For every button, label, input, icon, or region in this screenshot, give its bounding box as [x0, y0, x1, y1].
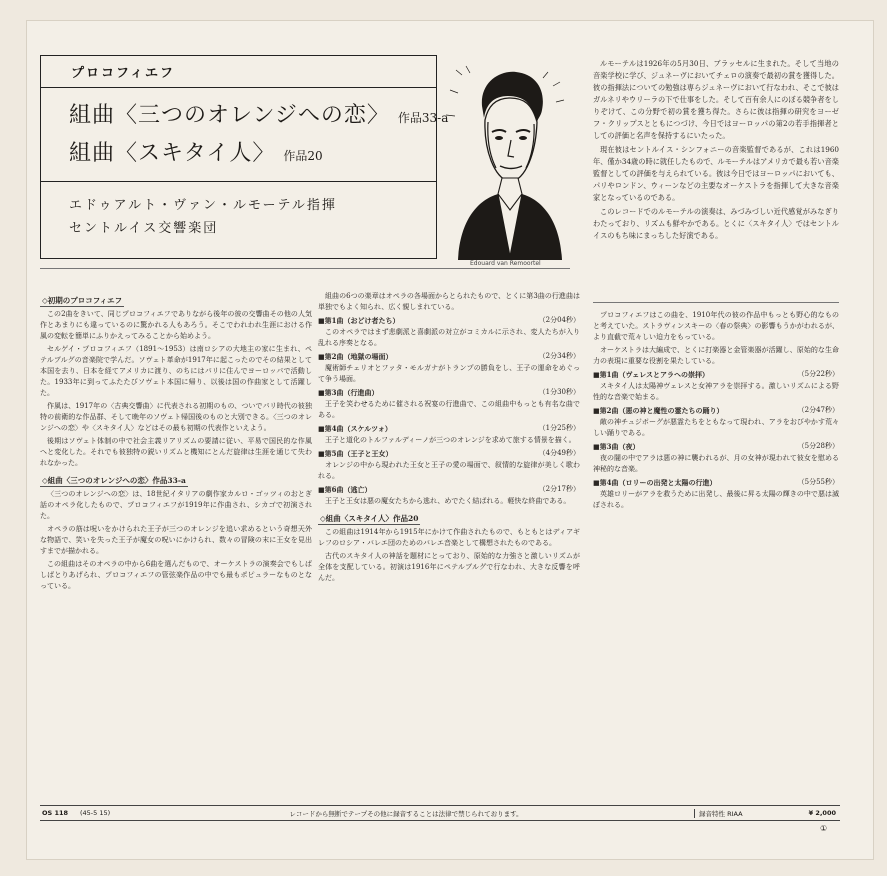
recording-characteristic: 録音特性 RIAA	[694, 809, 774, 818]
copyright-notice: レコードから無断でテープその他に録音することは法律で禁じられております。	[289, 809, 523, 818]
movement-title: ■第1曲（おどけ者たち） （2分04秒）	[318, 316, 580, 325]
paragraph: 後期はソヴェト体制の中で社会主義リアリズムの要請に従い、平易で国民的な作風へと変化した。それでも彼独特の鋭いリズムと機知にとんだ旋律は生涯を通じて失われなかった。	[40, 437, 312, 467]
paragraph: この2曲をきいて、同じプロコフィエフでありながら後年の彼の交響曲その他の人気作とあまりにも違っているのに驚かれる人もあろう。そこでわれわれ生涯における作風の変転を簡単にふりかえってみることから始めよう。	[40, 310, 312, 340]
bio-paragraph: ルモーテルは1926年の5月30日、ブラッセルに生まれた。そして当地の音楽学校に学び、ジュネーヴにおいてチェロの演奏で最初の賞を獲得した。彼の指揮法についての勉強は専らジュネーヴにおいて行なわれ、そこで彼はガルネリやウリーラの下で仕事をした。そして百有余人にのぼる競争者をしりぞけて、この分野で初の賞を獲ち得た。さらに彼は指揮の研究をヨーゼフ・クリップスとともにつづけ、今日ではヨーロッパの第2の若手指揮者としての評価と名声を保持するにいたった。	[593, 59, 839, 140]
section-heading: ◇組曲〈スキタイ人〉作品20	[320, 514, 419, 523]
movement-title: ■第6曲（逃亡） （2分17秒）	[318, 485, 580, 494]
work-1-title: 組曲〈三つのオレンジへの恋〉	[69, 103, 390, 128]
movement-text: 夜の闇の中でアラは悪の神に襲われるが、月の女神が現われて彼女を慰める神秘的な音楽。	[593, 454, 839, 473]
performers	[41, 182, 436, 258]
work-1	[69, 98, 449, 136]
divider	[593, 302, 839, 303]
bio-paragraph: このレコードでのルモーテルの演奏は、みづみづしい近代感覚がみなぎりわたっており、リズムも鮮やかである。とくに〈スキタイ人〉ではセントルイスのもち味にまっちした好演である。	[593, 207, 839, 240]
paragraph: プロコフィエフはこの曲を、1910年代の彼の作品中もっとも野心的なものと考えていた。ストラヴィンスキーの〈春の祭典〉の影響もうかがわれるが、より直截で荒々しい迫力をもっている。	[593, 311, 839, 341]
paragraph: セルゲイ・プロコフィエフ（1891〜1953）は南ロシアの大地主の家に生まれ、ペテルブルグの音楽院で学んだ。ソヴェト革命が1917年に起こったのでその結果として本国を去り、日本を経てアメリカに渡り、のちにはパリに住んでヨーロッパで活動した。1933年に到ってふたたびソヴェト本国に帰り、以後は国の作曲家として活躍した。	[40, 345, 312, 397]
orchestra: セントルイス交響楽団	[69, 221, 219, 236]
movement-text: このオペラではまず悲劇派と喜劇派の対立がコミカルに示され、変人たちが入り乱れる序奏となる。	[318, 328, 580, 347]
movement-title: ■第3曲（行進曲） （1分30秒）	[318, 388, 580, 397]
print-code: (45-5 15)	[80, 809, 111, 817]
paragraph: この組曲はそのオペラの中から6曲を選んだもので、オーケストラの演奏会でもしばしばとりあげられ、プロコフィエフの管弦楽作品の中でも最もポピュラーなものとなっている。	[40, 560, 312, 590]
paragraph: オペラの筋は呪いをかけられた王子が三つのオレンジを追い求めるという奇想天外な物語で、笑いを失った王子が魔女の呪いにかけられ、数々の冒険の末に王女を見出すまでが描かれる。	[40, 525, 312, 555]
paragraph: オーケストラは大編成で、とくに打楽器と金管楽器が活躍し、原始的な生命力の表現に重要な役割を果たしている。	[593, 346, 839, 365]
column-right	[593, 310, 839, 796]
movement-text: スキタイ人は太陽神ヴェレスと女神アラを崇拝する。激しいリズムによる野性的な音楽で始まる。	[593, 382, 839, 401]
work-2-title: 組曲〈スキタイ人〉	[69, 141, 276, 166]
catalog-number: OS 118	[42, 809, 69, 817]
movement-text: 王子と道化のトルファルディーノが三つのオレンジを求めて旅する情景を描く。	[325, 436, 576, 444]
movement-title: ■第5曲（王子と王女） （4分49秒）	[318, 449, 580, 458]
movement-title: ■第4曲（ロリーの出発と太陽の行進） （5分55秒）	[593, 478, 839, 487]
movement-title: ■第1曲（ヴェレスとアラへの崇拝） （5分22秒）	[593, 370, 839, 379]
movement-title: ■第2曲（悪の神と魔性の霊たちの踊り） （2分47秒）	[593, 406, 839, 415]
conductor: エドゥアルト・ヴァン・ルモーテル指揮	[69, 198, 337, 213]
paragraph: 作風は、1917年の〈古典交響曲〉に代表される初期のもの、ついでパリ時代の彼独特の前衛的な作品群、そして晩年のソヴェト帰国後のものと大別できる。〈三つのオレンジへの恋〉や〈スキタイ人〉などはその最も初期の代表作といえよう。	[40, 402, 312, 432]
movement-text: 英雄ロリーがアラを救うために出発し、最後に昇る太陽の輝きの中で悪は滅ぼされる。	[593, 490, 839, 509]
movement-text: 敵の神チュジボーグが悪霊たちをともなって現われ、アラをおびやかす荒々しい踊りである。	[593, 418, 839, 437]
price: ¥ 2,000	[808, 809, 836, 817]
movement-title: ■第3曲（夜） （5分28秒）	[593, 442, 839, 451]
movement-text: 王子と王女は悪の魔女たちから逃れ、めでたく結ばれる。軽快な終曲である。	[325, 497, 571, 505]
conductor-portrait	[438, 60, 578, 275]
movement-title: ■第2曲（地獄の場面） （2分34秒）	[318, 352, 580, 361]
paragraph: 組曲の6つの楽章はオペラの各場面からとられたもので、とくに第3曲の行進曲は単独でもよく知られ、広く親しまれている。	[318, 292, 580, 311]
section-heading: ◇組曲〈三つのオレンジへの恋〉作品33-a	[42, 476, 186, 485]
movement-text: 魔術師チェリオとファタ・モルガナがトランプの勝負をし、王子の運命をめぐって争う場面。	[318, 364, 580, 383]
work-2-opus: 作品20	[283, 149, 323, 163]
bio-column	[593, 58, 839, 283]
page-number: ①	[820, 824, 828, 833]
bio-paragraph: 現在彼はセントルイス・シンフォニーの音楽監督であるが、これは1960年、僅か34歳の時に就任したもので、ルモーテルはアメリカで最も若い音楽監督としての評価を与えられている。彼は今日ではヨーロッパにおいても、パリやロンドン、ウィーンなどの主要なオーケストラを指揮して大きな音楽家となっているのである。	[593, 145, 839, 202]
title-block	[40, 55, 449, 259]
section-heading: ◇初期のプロコフィエフ	[42, 296, 123, 305]
paragraph: 古代のスキタイ人の神話を題材にとっており、原始的な力強さと激しいリズムが全体を支配している。初演は1916年にペテルブルグで行なわれ、大きな反響を呼んだ。	[318, 552, 580, 582]
composer-name: プロコフィエフ	[41, 56, 436, 88]
movement-text: 王子を笑わせるために催される祝宴の行進曲で、この組曲中もっとも有名な曲である。	[318, 400, 580, 419]
work-2	[69, 136, 436, 174]
footer-bar	[40, 805, 840, 821]
column-left	[40, 291, 312, 796]
divider	[40, 268, 570, 269]
work-1-opus: 作品33-a	[397, 111, 449, 125]
movement-text: オレンジの中から現われた王女と王子の愛の場面で、叙情的な旋律が美しく歌われる。	[318, 461, 580, 480]
movement-title: ■第4曲（スケルツォ） （1分25秒）	[318, 424, 580, 433]
works-block	[41, 88, 449, 182]
paragraph: 〈三つのオレンジへの恋〉は、18世紀イタリアの劇作家カルロ・ゴッツィのおとぎ話のオペラ化したもので、プロコフィエフが1919年に作曲され、シカゴで初演された。	[40, 490, 312, 520]
column-middle	[318, 291, 580, 796]
paragraph: この組曲は1914年から1915年にかけて作曲されたもので、もともとはディアギレフのロシア・バレエ団のためのバレエ音楽として構想されたものである。	[318, 528, 580, 547]
portrait-caption: Edouard van Remoortel	[470, 260, 541, 267]
